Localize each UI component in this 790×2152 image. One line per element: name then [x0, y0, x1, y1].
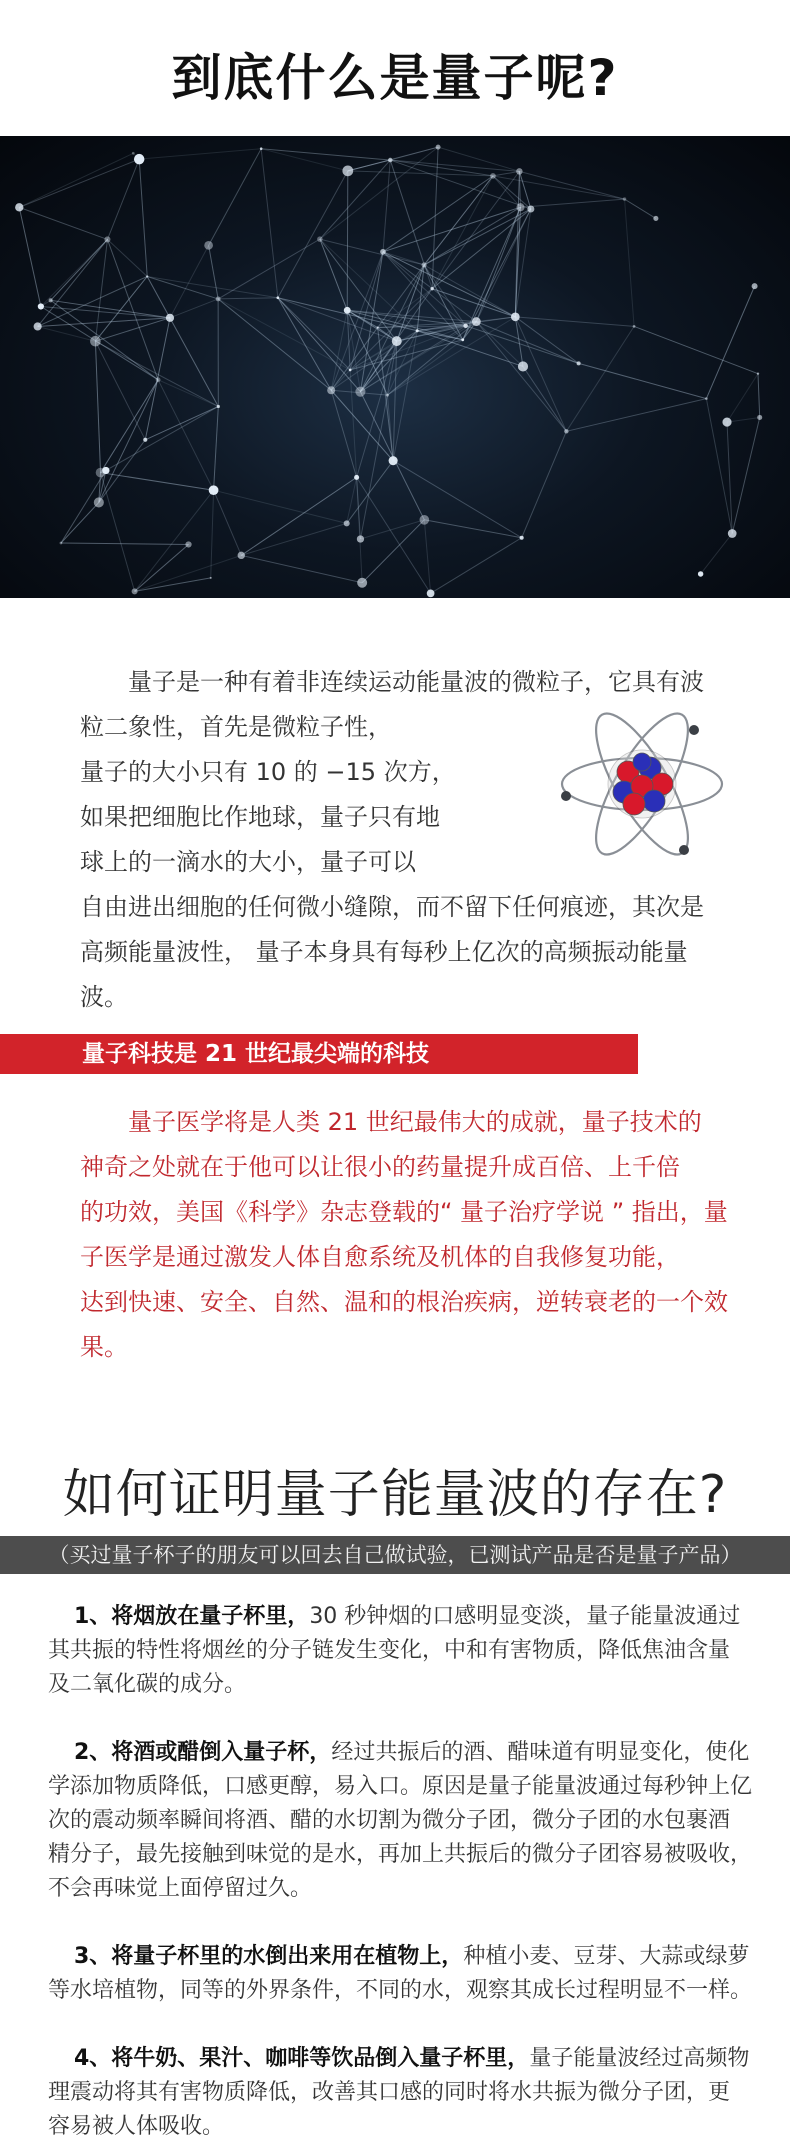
network-node: [436, 145, 441, 150]
network-node: [204, 241, 213, 250]
network-node: [38, 303, 44, 309]
network-node: [389, 456, 398, 465]
network-link: [431, 538, 522, 594]
network-link: [493, 176, 521, 207]
network-node: [146, 275, 148, 277]
network-node: [260, 147, 263, 150]
network-link: [135, 555, 242, 591]
network-node: [209, 485, 219, 495]
network-node: [698, 571, 703, 576]
network-link: [432, 147, 438, 289]
network-node: [90, 336, 101, 347]
network-link: [520, 199, 624, 207]
experiment-first-line: [48, 1736, 762, 1770]
network-link: [320, 147, 438, 239]
network-link: [625, 199, 635, 326]
network-node: [520, 536, 524, 540]
network-link: [158, 380, 213, 490]
network-node: [238, 552, 245, 559]
network-node: [516, 168, 522, 174]
network-link: [19, 207, 107, 239]
network-link: [107, 239, 147, 276]
network-node: [386, 394, 389, 397]
network-node: [185, 541, 191, 547]
network-link: [99, 380, 158, 503]
intro-line: 波。: [80, 983, 128, 1011]
network-link: [424, 520, 430, 594]
network-link: [19, 159, 139, 207]
experiment-line: 及二氧化碳的成分。: [48, 1672, 247, 1697]
network-node: [653, 216, 658, 221]
network-link: [95, 341, 100, 472]
network-link: [19, 153, 133, 207]
network-link: [101, 473, 214, 491]
network-link: [38, 326, 96, 341]
experiment-first-line: [48, 2042, 762, 2076]
network-link: [476, 322, 578, 364]
experiment-heading: 4、将牛奶、果汁、咖啡等饮品倒入量子杯里，: [74, 2046, 530, 2071]
network-link: [424, 265, 466, 326]
network-link: [320, 239, 424, 265]
intro-line: 自由进出细胞的任何微小缝隙，而不留下任何痕迹，其次是: [80, 893, 704, 921]
network-link: [214, 406, 219, 490]
network-node: [472, 317, 481, 326]
network-link: [579, 363, 707, 398]
experiment-text: 种植小麦、豆芽、大蒜或绿萝: [463, 1944, 750, 1969]
network-link: [261, 149, 390, 160]
medicine-line: 果。: [80, 1333, 128, 1361]
network-node: [518, 361, 528, 371]
intro-line: 量子是一种有着非连续运动能量波的微粒子，它具有波: [128, 668, 704, 696]
network-node: [463, 324, 468, 329]
network-link: [493, 171, 519, 176]
network-link: [135, 578, 211, 591]
experiment-heading: 3、将量子杯里的水倒出来用在植物上，: [74, 1944, 464, 1969]
network-link: [320, 239, 347, 310]
network-node: [422, 262, 427, 267]
network-node: [143, 438, 147, 442]
network-link: [706, 286, 754, 398]
network-node: [564, 429, 568, 433]
network-link: [493, 176, 625, 199]
experiment-list: [48, 1600, 762, 2152]
network-link: [331, 390, 356, 477]
medicine-line: 子医学是通过激发人体自愈系统及机体的自我修复功能，: [80, 1243, 680, 1271]
experiment-heading: 1、将烟放在量子杯里，: [74, 1604, 310, 1629]
test-note-banner: （买过量子杯子的朋友可以回去自己做试验，已测试产品是否是量子产品）: [0, 1536, 790, 1574]
network-link: [348, 160, 390, 171]
network-node: [752, 283, 758, 289]
network-link: [158, 380, 218, 407]
network-link: [135, 490, 214, 591]
network-link: [634, 326, 758, 373]
network-link: [218, 298, 278, 299]
network-link: [357, 477, 431, 593]
network-link: [727, 417, 760, 422]
network-link: [432, 176, 493, 289]
network-node: [728, 529, 737, 538]
network-link: [566, 326, 634, 431]
network-link: [331, 390, 393, 460]
network-link: [519, 171, 624, 199]
page-title: 到底什么是量子呢?: [171, 49, 619, 107]
network-node: [94, 497, 104, 507]
network-node: [420, 515, 430, 525]
network-node: [134, 154, 144, 164]
section-title: 如何证明量子能量波的存在?: [62, 1465, 728, 1525]
network-link: [732, 417, 759, 533]
network-link: [383, 207, 521, 252]
network-link: [261, 149, 278, 298]
network-node: [427, 589, 435, 597]
network-link: [95, 276, 147, 341]
network-node: [490, 173, 496, 179]
medicine-line: 的功效，美国《科学》杂志登载的“ 量子治疗学说 ” 指出，量: [80, 1198, 728, 1226]
network-link: [515, 317, 634, 327]
network-node: [216, 296, 221, 301]
network-node: [104, 236, 110, 242]
network-node: [354, 475, 359, 480]
network-link: [758, 374, 760, 418]
experiment-line: 容易被人体吸收。: [48, 2114, 225, 2139]
experiment-line: 学添加物质降低，口感更醇，易入口。原因是量子能量波通过每秒钟上亿: [48, 1774, 753, 1799]
network-link: [139, 149, 261, 159]
network-link: [347, 171, 348, 310]
network-link: [378, 289, 433, 328]
network-node: [102, 467, 109, 474]
network-link: [278, 298, 350, 370]
quantum-tech-banner: 量子科技是 21 世纪最尖端的科技: [0, 1034, 638, 1074]
network-link: [347, 310, 476, 321]
network-link: [38, 239, 108, 326]
network-node: [705, 397, 708, 400]
network-link: [145, 406, 218, 439]
network-link: [515, 317, 578, 364]
network-link: [41, 239, 108, 306]
network-link: [476, 322, 523, 367]
network-link: [209, 245, 219, 299]
intro-line: 高频能量波性， 量子本身具有每秒上亿次的高频振动能量: [80, 938, 688, 966]
network-link: [378, 265, 424, 328]
network-link: [106, 406, 218, 470]
intro-line: 粒二象性，首先是微粒子性，: [80, 713, 392, 741]
intro-line: 球上的一滴水的大小，量子可以: [80, 848, 416, 876]
network-node: [511, 312, 520, 321]
medicine-line: 达到快速、安全、自然、温和的根治疾病，逆转衰老的一个效: [80, 1288, 728, 1316]
network-link: [214, 490, 242, 555]
network-node: [623, 197, 626, 200]
experiment-text: 30 秒钟烟的口感明显变淡，量子能量波通过: [309, 1604, 741, 1629]
network-link: [61, 502, 99, 543]
network-node: [132, 588, 138, 594]
network-node: [430, 287, 433, 290]
network-node: [527, 205, 534, 212]
network-link: [135, 544, 189, 591]
network-node: [461, 338, 464, 341]
network-link: [218, 299, 331, 390]
network-link: [519, 171, 520, 207]
network-node: [577, 361, 581, 365]
network-node: [166, 314, 174, 322]
network-link: [360, 395, 387, 539]
experiment-line: 其共振的特性将烟丝的分子链发生变化，中和有害物质，降低焦油含量: [48, 1638, 731, 1663]
network-node: [722, 418, 731, 427]
network-link: [101, 380, 159, 473]
network-link: [214, 490, 347, 523]
network-link: [320, 239, 417, 331]
medicine-line: 神奇之处就在于他可以让很小的药量提升成百倍、上千倍: [80, 1153, 680, 1181]
quantum-medicine-paragraph: [80, 1100, 740, 1370]
network-node: [132, 152, 135, 155]
network-node: [344, 307, 351, 314]
network-link: [38, 276, 148, 326]
intro-line: 量子的大小只有 10 的 −15 次方，: [80, 758, 456, 786]
network-node: [377, 327, 379, 329]
network-link: [278, 171, 348, 298]
network-node: [60, 542, 63, 545]
intro-line: 如果把细胞比作地球，量子只有地: [80, 803, 440, 831]
network-link: [241, 477, 356, 555]
network-node: [757, 415, 762, 420]
network-link: [390, 160, 424, 265]
network-link: [727, 422, 732, 533]
network-node: [357, 578, 367, 588]
network-node: [156, 377, 161, 382]
network-illustration: [0, 136, 790, 598]
network-node: [210, 577, 212, 579]
network-link: [383, 160, 390, 252]
medicine-line: 量子医学将是人类 21 世纪最伟大的成就，量子技术的: [128, 1108, 702, 1136]
experiment-first-line: [48, 1600, 762, 1634]
network-node: [355, 387, 365, 397]
network-link: [347, 310, 463, 340]
network-link: [701, 534, 733, 574]
network-link: [95, 341, 218, 406]
experiment-heading: 2、将酒或醋倒入量子杯，: [74, 1740, 332, 1765]
network-link: [278, 298, 331, 391]
network-node: [49, 298, 53, 302]
network-link: [432, 171, 519, 288]
network-link: [107, 159, 139, 239]
network-node: [392, 336, 402, 346]
network-link: [357, 477, 363, 582]
network-link: [476, 207, 520, 321]
network-link: [101, 473, 135, 592]
network-node: [633, 325, 636, 328]
network-node: [217, 405, 220, 408]
network-node: [276, 296, 279, 299]
network-link: [61, 543, 189, 544]
experiment-text: 量子能量波经过高频物: [529, 2046, 750, 2071]
experiment-line: 不会再味觉上面停留过久。: [48, 1876, 313, 1901]
network-node: [357, 535, 364, 542]
network-link: [209, 149, 262, 246]
network-node: [388, 158, 393, 163]
network-node: [317, 236, 323, 242]
network-link: [476, 322, 566, 432]
experiment-item: [48, 1600, 762, 1702]
experiment-item: [48, 1940, 762, 2008]
network-node: [516, 203, 524, 211]
network-node: [34, 322, 42, 330]
network-node: [15, 203, 23, 211]
network-link: [625, 199, 656, 218]
network-node: [416, 329, 419, 332]
network-link: [95, 239, 107, 341]
experiment-first-line: [48, 1940, 762, 1974]
network-link: [95, 318, 170, 341]
network-node: [757, 373, 759, 375]
experiment-line: 精分子，最先接触到味觉的是水，再加上共振后的微分子团容易被吸收，: [48, 1842, 753, 1867]
network-link: [147, 276, 278, 297]
network-link: [523, 366, 566, 431]
quantum-network-image: [0, 136, 790, 598]
network-link: [241, 555, 362, 582]
network-link: [170, 299, 218, 318]
experiment-line: 理震动将其有害物质降低，改善其口感的同时将水共振为微分子团，更: [48, 2080, 731, 2105]
network-node: [327, 386, 335, 394]
network-link: [19, 207, 41, 306]
network-link: [348, 171, 493, 176]
experiment-item: [48, 1736, 762, 1906]
network-link: [218, 239, 320, 299]
network-link: [241, 523, 346, 555]
network-node: [344, 520, 350, 526]
experiment-line: 次的震动频率瞬间将酒、醋的水切割为微分子团，微分子团的水包裹酒: [48, 1808, 731, 1833]
network-link: [727, 374, 758, 422]
experiment-line: 等水培植物，同等的外界条件，不同的水，观察其成长过程明显不一样。: [48, 1978, 753, 2003]
network-node: [380, 249, 386, 255]
network-link: [38, 318, 170, 327]
experiment-text: 经过共振后的酒、醋味道有明显变化，使化: [331, 1740, 750, 1765]
network-node: [349, 369, 352, 372]
network-link: [139, 159, 147, 276]
atom-icon: [558, 700, 726, 868]
network-link: [566, 399, 706, 432]
network-link: [515, 317, 566, 431]
experiment-item: [48, 2042, 762, 2144]
network-node: [342, 165, 353, 176]
network-link: [522, 431, 567, 537]
network-link: [424, 209, 531, 265]
